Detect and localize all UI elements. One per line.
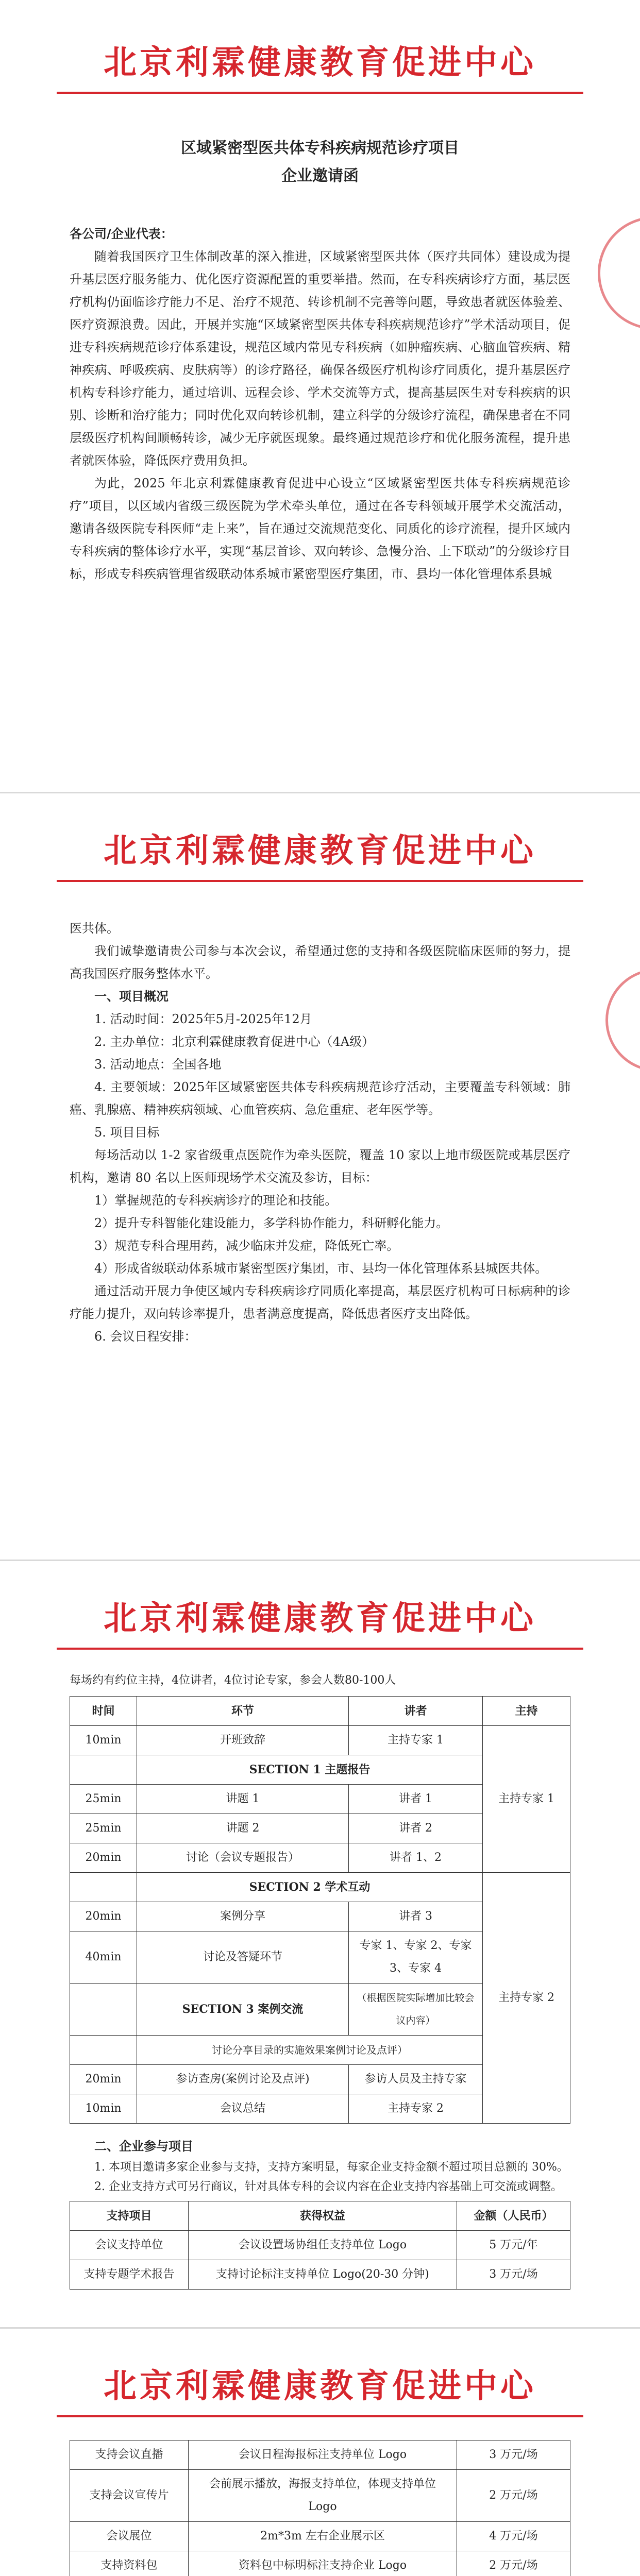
cell: 讨论（会议专题报告）: [137, 1843, 349, 1873]
cell: 讲者 1: [349, 1785, 483, 1814]
list-item: 6. 会议日程安排：: [94, 1329, 197, 1344]
column-header: 支持项目: [70, 2201, 189, 2231]
column-header: 金额（人民币）: [457, 2201, 570, 2231]
cell: 讲题 2: [137, 1814, 349, 1843]
table-row: [70, 2470, 570, 2522]
cell: 讨论及答疑环节: [137, 1931, 349, 1984]
page4-body: [70, 2440, 570, 2576]
cell: 主持专家 2: [349, 2094, 483, 2124]
cell: 主持专家 1: [349, 1726, 483, 1755]
section-cell: SECTION 2 学术互动: [137, 1873, 483, 1902]
cell: 25min: [70, 1785, 137, 1814]
cell: [70, 1755, 137, 1785]
cell: 20min: [70, 1843, 137, 1873]
section-heading: 一、项目概况: [94, 989, 169, 1004]
column-header: 主持: [483, 1697, 570, 1726]
list-item: 2. 主办单位：北京利霖健康教育促进中心（4A级）: [94, 1035, 375, 1049]
list-item: 1. 活动时间：2025年5月-2025年12月: [94, 1012, 312, 1026]
page2-body: [70, 917, 570, 1348]
support-table: [70, 2201, 570, 2290]
cell: 主持专家 2: [483, 1873, 570, 2124]
letterhead: [0, 824, 640, 872]
cell: 讲题 1: [137, 1785, 349, 1814]
letterhead: [0, 36, 640, 83]
red-divider: [57, 92, 583, 94]
list-item: 5. 项目目标: [94, 1125, 160, 1140]
cell: 支持资料包: [70, 2551, 189, 2576]
cell: 20min: [70, 2065, 137, 2094]
paragraph: 为此，2025 年北京利霖健康教育促进中心设立“区域紧密型医共体专科疾病规范诊疗”项目，以区域内省级三级医院为学术牵头单位，通过在各专科领域开展学术交流活动，邀请各级医院专科医师“走上来”，旨在通过交流规范变化、同质化的诊疗流程，提升区域内专科疾病的整体诊疗水平，实现“基层首诊、双向转诊、急慢分治、上下联动”的分级诊疗目标，形成专科疾病管理省级联动体系城市紧密型医疗集团，市、县均一体化管理体系县城: [70, 476, 570, 581]
cell: 讨论分享目录的实施效果案例讨论及点评）: [137, 2036, 483, 2065]
paragraph: 每场活动以 1-2 家省级重点医院作为牵头医院，覆盖 10 家以上地市级医院或基层医疗机构，邀请 80 名以上医师现场学术交流及参访，目标：: [70, 1148, 570, 1185]
cell: 10min: [70, 2094, 137, 2124]
cell: 会议总结: [137, 2094, 349, 2124]
seal-stamp: [605, 969, 640, 1072]
cell: 40min: [70, 1931, 137, 1984]
org-name: 北京利霖健康教育促进中心: [104, 2367, 536, 2405]
paragraph: 通过活动开展力争使区域内专科疾病诊疗同质化率提高，基层医疗机构可日标病种的诊疗能力提升，双向转诊率提升，患者满意度提高，降低患者医疗支出降低。: [70, 1284, 570, 1321]
paragraph: 2. 企业支持方式可另行商议，针对具体专科的会议内容在企业支持内容基础上可交流或调整。: [94, 2180, 562, 2193]
cell: [70, 1984, 137, 2036]
cell: 2 万元/场: [457, 2551, 570, 2576]
doc-title-line2: 企业邀请函: [281, 167, 359, 185]
cell: 20min: [70, 1902, 137, 1931]
section-heading: 二、企业参与项目: [94, 2139, 193, 2154]
list-item: 2）提升专科智能化建设能力，多学科协作能力，科研孵化能力。: [94, 1216, 449, 1230]
cell: 2m*3m 左右企业展示区: [189, 2522, 457, 2551]
cell: 参访查房(案例讨论及点评): [137, 2065, 349, 2094]
page-4: [0, 2329, 640, 2576]
paragraph: 医共体。: [70, 921, 119, 936]
cell: 25min: [70, 1814, 137, 1843]
table-row: [70, 2522, 570, 2551]
page3-body: [70, 1669, 570, 2290]
salutation: 各公司/企业代表：: [70, 226, 173, 241]
table-header-row: [70, 1697, 570, 1726]
org-name: 北京利霖健康教育促进中心: [104, 832, 536, 870]
table-row: [70, 2231, 570, 2260]
list-item: 4. 主要领域：2025年区域紧密医共体专科疾病规范诊疗活动，主要覆盖专科领域：肺癌、乳腺癌、精神疾病领域、心血管疾病、急危重症、老年医学等。: [70, 1080, 570, 1117]
column-header: 讲者: [349, 1697, 483, 1726]
column-header: 时间: [70, 1697, 137, 1726]
cell: 资料包中标明标注支持企业 Logo: [189, 2551, 457, 2576]
org-name: 北京利霖健康教育促进中心: [104, 44, 536, 82]
cell: 2 万元/场: [457, 2470, 570, 2522]
cell: 支持会议宣传片: [70, 2470, 189, 2522]
list-item: 3. 活动地点：全国各地: [94, 1057, 222, 1072]
cell: 支持专题学术报告: [70, 2260, 189, 2290]
table-row: [70, 1726, 570, 1755]
red-divider: [57, 880, 583, 882]
cell: 支持讨论标注支持单位 Logo(20-30 分钟): [189, 2260, 457, 2290]
list-item: 1）掌握规范的专科疾病诊疗的理论和技能。: [94, 1193, 338, 1208]
cell: 支持会议直播: [70, 2441, 189, 2470]
column-header: 获得权益: [189, 2201, 457, 2231]
support-table-continued: [70, 2440, 570, 2576]
cell: 会议支持单位: [70, 2231, 189, 2260]
cell: 3 万元/场: [457, 2441, 570, 2470]
table-row: [70, 2260, 570, 2290]
paragraph: 1. 本项目邀请多家企业参与支持，支持方案明显，每家企业支持金额不超过项目总额的 30%。: [94, 2161, 568, 2174]
cell: 参访人员及主持专家: [349, 2065, 483, 2094]
cell: 会议日程海报标注支持单位 Logo: [189, 2441, 457, 2470]
agenda-note: 每场约有约位主持，4位讲者，4位讨论专家，参会人数80-100人: [70, 1674, 396, 1687]
list-item: 4）形成省级联动体系城市紧密型医疗集团，市、县均一体化管理体系县城医共体。: [94, 1261, 548, 1276]
red-divider: [57, 2415, 583, 2417]
cell: 讲者 3: [349, 1902, 483, 1931]
cell: 专家 1、专家 2、专家 3、专家 4: [349, 1931, 483, 1984]
agenda-table: [70, 1696, 570, 2124]
cell: 会议设置场协组任支持单位 Logo: [189, 2231, 457, 2260]
table-row: [70, 2441, 570, 2470]
paragraph: 随着我国医疗卫生体制改革的深入推进，区域紧密型医共体（医疗共同体）建设成为提升基层医疗服务能力、优化医疗资源配置的重要举措。然而，在专科疾病诊疗方面，基层医疗机构仍面临诊疗能力不足、治疗不规范、转诊机制不完善等问题，导致患者就医体验差、医疗资源浪费。因此，开展并实施“区域紧密型医共体专科疾病规范诊疗”学术活动项目，促进专科疾病规范诊疗体系建设，规范区域内常见专科疾病（如肿瘤疾病、心脑血管疾病、精神疾病、呼吸疾病、皮肤病等）的诊疗路径，确保各级医疗机构诊疗同质化，提升基层医疗机构专科诊疗能力，通过培训、远程会诊、学术交流等方式，提高基层医生对专科疾病的识别、诊断和治疗能力；同时优化双向转诊机制，建立科学的分级诊疗流程，确保患者在不同层级医疗机构间顺畅转诊，减少无序就医现象。最终通过规范诊疗和优化服务流程，提升患者就医体验，降低医疗费用负担。: [70, 249, 570, 468]
cell: [70, 2036, 137, 2065]
page-2: [0, 793, 640, 1561]
letterhead: [0, 2360, 640, 2407]
cell: 案例分享: [137, 1902, 349, 1931]
section-cell: SECTION 3 案例交流: [137, 1984, 349, 2036]
seal-stamp: [598, 216, 640, 330]
page-1: [0, 0, 640, 793]
doc-title-line1: 区域紧密型医共体专科疾病规范诊疗项目: [181, 139, 459, 157]
table-header-row: [70, 2201, 570, 2231]
cell: 10min: [70, 1726, 137, 1755]
cell: 讲者 2: [349, 1814, 483, 1843]
cell: 讲者 1、2: [349, 1843, 483, 1873]
letterhead: [0, 1592, 640, 1639]
red-divider: [57, 1648, 583, 1650]
list-item: 3）规范专科合理用药，减少临床并发症，降低死亡率。: [94, 1239, 399, 1253]
cell: 3 万元/场: [457, 2260, 570, 2290]
cell: 5 万元/年: [457, 2231, 570, 2260]
cell: 开班致辞: [137, 1726, 349, 1755]
page1-body: [70, 223, 570, 585]
cell: 会议展位: [70, 2522, 189, 2551]
column-header: 环节: [137, 1697, 349, 1726]
page-3: [0, 1561, 640, 2329]
cell: （根据医院实际增加比较会议内容）: [349, 1984, 483, 2036]
cell: [70, 1873, 137, 1902]
paragraph: 我们诚挚邀请贵公司参与本次会议，希望通过您的支持和各级医院临床医师的努力，提高我国医疗服务整体水平。: [70, 944, 570, 981]
org-name: 北京利霖健康教育促进中心: [104, 1600, 536, 1638]
cell: 4 万元/场: [457, 2522, 570, 2551]
cell: 主持专家 1: [483, 1726, 570, 1873]
section-cell: SECTION 1 主题报告: [137, 1755, 483, 1785]
table-row: [70, 2551, 570, 2576]
cell: 会前展示播放，海报支持单位，体现支持单位 Logo: [189, 2470, 457, 2522]
table-row: [70, 1873, 570, 1902]
